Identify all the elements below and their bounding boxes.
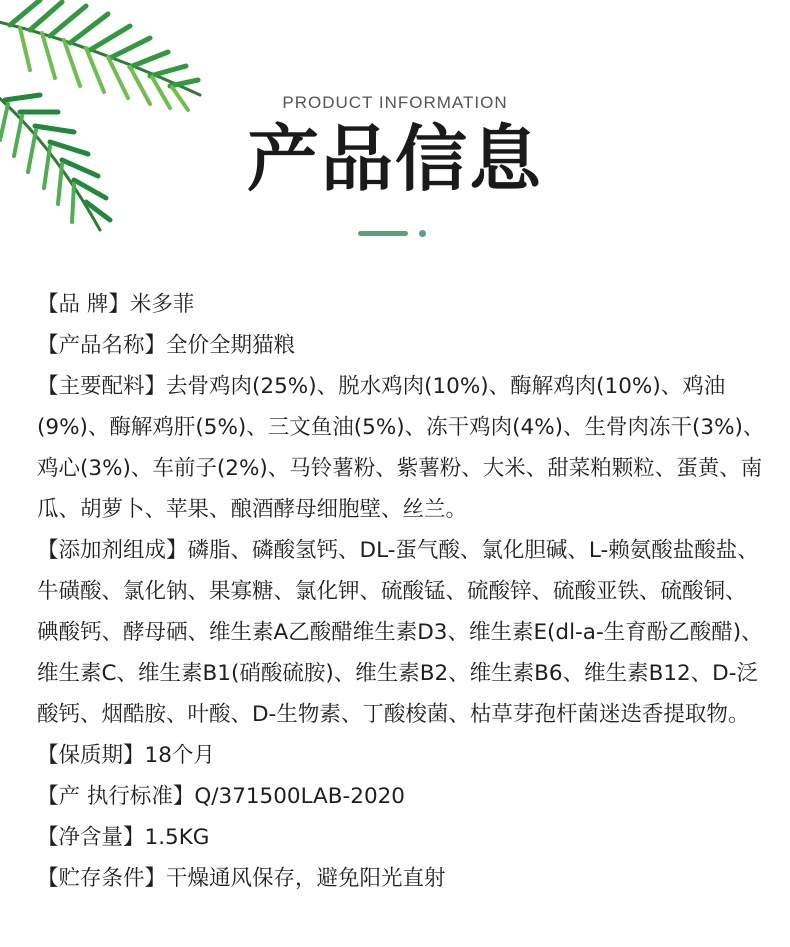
info-row-additives	[37, 530, 767, 735]
info-label: 【主要配料】	[37, 374, 167, 399]
info-label: 【保质期】	[37, 743, 145, 768]
info-row-product-name	[37, 325, 767, 366]
page-title: 产品信息	[246, 117, 543, 201]
info-row-storage	[37, 858, 767, 899]
info-value: 全价全期猫粮	[166, 333, 296, 358]
info-row-shelf-life	[37, 735, 767, 776]
info-label: 【添加剂组成】	[37, 538, 188, 563]
product-info-list	[37, 284, 767, 899]
info-label: 【品 牌】	[37, 292, 130, 317]
info-value: 干燥通风保存，避免阳光直射	[166, 866, 446, 891]
section-subtitle: PRODUCT INFORMATION	[282, 93, 508, 112]
info-value: 18个月	[144, 743, 215, 768]
info-value: Q/371500LAB-2020	[194, 784, 405, 809]
info-row-brand	[37, 284, 767, 325]
info-label: 【产品名称】	[37, 333, 167, 358]
info-value: 磷脂、磷酸氢钙、DL-蛋气酸、氯化胆碱、L-赖氨酸盐酸盐、牛磺酸、氯化钠、果寡糖、氯化钾、硫酸锰、硫酸锌、硫酸亚铁、硫酸铜、碘酸钙、酵母硒、维生素A乙酸醋维生素D3、维生素E(dl-a-生育酚乙酸醋)、维生素C、维生素B1(硝酸硫胺)、维生素B2、维生素B6、维生素B12、D-泛酸钙、烟酷胺、叶酸、D-生物素、丁酸梭菌、枯草芽孢杆菌迷迭香提取物。	[37, 538, 763, 727]
info-label: 【产 执行标准】	[37, 784, 195, 809]
divider-dot	[419, 230, 426, 237]
divider-bar	[358, 231, 408, 236]
info-value: 米多菲	[129, 292, 195, 317]
info-label: 【净含量】	[37, 825, 145, 850]
info-row-net-weight	[37, 817, 767, 858]
info-value: 1.5KG	[144, 825, 210, 850]
info-label: 【贮存条件】	[37, 866, 167, 891]
info-row-standard	[37, 776, 767, 817]
info-row-ingredients	[37, 366, 767, 530]
title-divider	[358, 230, 428, 238]
info-value: 去骨鸡肉(25%)、脱水鸡肉(10%)、酶解鸡肉(10%)、鸡油(9%)、酶解鸡肝(5%)、三文鱼油(5%)、冻干鸡肉(4%)、生骨肉冻干(3%)、鸡心(3%)、车前子(2%)、马铃薯粉、紫薯粉、大米、甜菜粕颗粒、蛋黄、南瓜、胡萝卜、苹果、酿酒酵母细胞壁、丝兰。	[37, 374, 765, 522]
